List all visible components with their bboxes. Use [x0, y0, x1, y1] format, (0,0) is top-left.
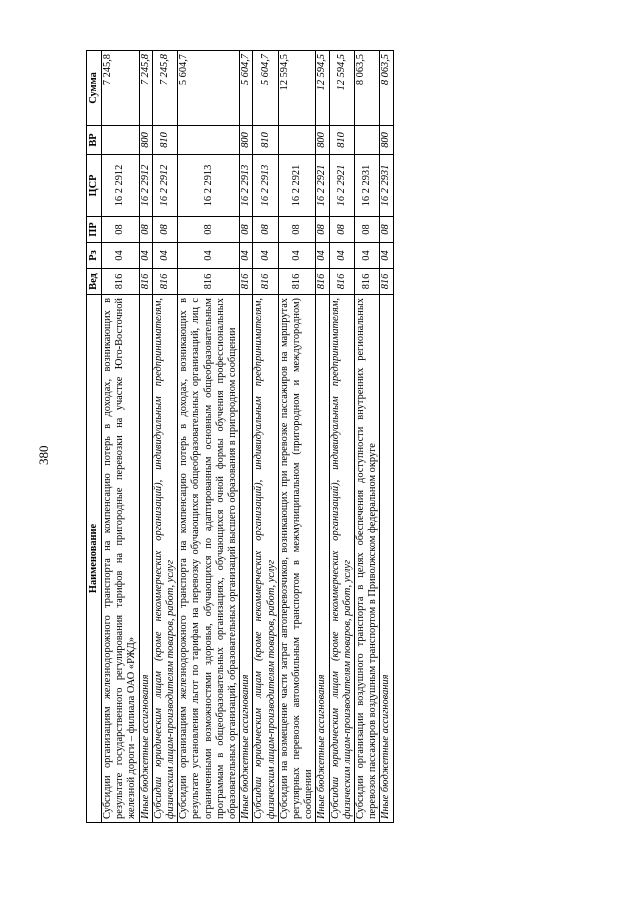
cell-name: Субсидии на возмещение части затрат автоперевозчиков, возникающих при перевозке пассажиров на маршрутах регулярных перевозок автомобильным транспортом в межмуниципальном (пригородном и междугородном) сообщении — [278, 295, 316, 823]
cell-name: Субсидии организациям железнодорожного транспорта на компенсацию потерь в доходах, возникающих в результате установления льгот по тарифам на перевозку обучающихся общеобразовательных организаций, лиц с ограниченными возможностями здоровья, обучающихся по адаптированным основным общеобразовательным программам в общеобразовательных организациях, обучающихся очной формы обучения профессиональных образовательных организаций, образовательных организаций высшего образования в пригородном сообщении — [178, 295, 240, 823]
cell-rz: 04 — [278, 243, 316, 269]
cell-pr: 08 — [380, 217, 393, 243]
cell-sum: 12 594,5 — [316, 51, 329, 126]
header-vr: ВР — [87, 126, 102, 155]
table-row — [139, 51, 152, 823]
cell-sum: 7 245,8 — [152, 51, 177, 126]
cell-name: Иные бюджетные ассигнования — [240, 295, 253, 823]
cell-pr: 08 — [253, 217, 278, 243]
table-row — [316, 51, 329, 823]
cell-ved: 816 — [329, 269, 354, 295]
cell-pr: 08 — [329, 217, 354, 243]
cell-rz: 04 — [102, 243, 140, 269]
cell-sum: 5 604,7 — [253, 51, 278, 126]
table-row — [240, 51, 253, 823]
cell-rz: 04 — [380, 243, 393, 269]
header-sum: Сумма — [87, 51, 102, 126]
cell-rz: 04 — [178, 243, 240, 269]
cell-pr: 08 — [240, 217, 253, 243]
cell-pr: 08 — [102, 217, 140, 243]
cell-csr: 16 2 2912 — [139, 155, 152, 217]
cell-csr: 16 2 2912 — [102, 155, 140, 217]
cell-rz: 04 — [329, 243, 354, 269]
cell-ved: 816 — [316, 269, 329, 295]
table-body — [102, 51, 394, 823]
cell-rz: 04 — [316, 243, 329, 269]
cell-rz: 04 — [253, 243, 278, 269]
cell-pr: 08 — [316, 217, 329, 243]
cell-name: Субсидии юридическим лицам (кроме некоммерческих организаций), индивидуальным предпринимателям, физическим лицам-производителям товаров, работ, услуг — [329, 295, 354, 823]
table-row — [380, 51, 393, 823]
table-row — [355, 51, 380, 823]
page-number: 380 — [36, 445, 51, 465]
table-row — [253, 51, 278, 823]
cell-sum: 12 594,5 — [329, 51, 354, 126]
cell-csr: 16 2 2913 — [178, 155, 240, 217]
cell-vr — [178, 126, 240, 155]
cell-sum: 12 594,5 — [278, 51, 316, 126]
cell-csr: 16 2 2921 — [329, 155, 354, 217]
cell-name: Иные бюджетные ассигнования — [316, 295, 329, 823]
table-header-row — [87, 51, 102, 823]
table-row — [152, 51, 177, 823]
cell-sum: 7 245,8 — [102, 51, 140, 126]
cell-pr: 08 — [139, 217, 152, 243]
cell-pr: 08 — [278, 217, 316, 243]
cell-ved: 816 — [355, 269, 380, 295]
cell-sum: 8 063,5 — [355, 51, 380, 126]
cell-csr: 16 2 2921 — [316, 155, 329, 217]
cell-vr: 800 — [380, 126, 393, 155]
cell-rz: 04 — [240, 243, 253, 269]
cell-ved: 816 — [152, 269, 177, 295]
cell-name: Субсидии юридическим лицам (кроме некоммерческих организаций), индивидуальным предпринимателям, физическим лицам-производителям товаров, работ, услуг — [253, 295, 278, 823]
cell-ved: 816 — [102, 269, 140, 295]
cell-rz: 04 — [152, 243, 177, 269]
cell-pr: 08 — [178, 217, 240, 243]
cell-csr: 16 2 2912 — [152, 155, 177, 217]
table-row — [329, 51, 354, 823]
cell-ved: 816 — [380, 269, 393, 295]
header-csr: ЦСР — [87, 155, 102, 217]
cell-rz: 04 — [139, 243, 152, 269]
cell-sum: 7 245,8 — [139, 51, 152, 126]
cell-name: Субсидии юридическим лицам (кроме некоммерческих организаций), индивидуальным предпринимателям, физическим лицам-производителям товаров, работ, услуг — [152, 295, 177, 823]
cell-vr: 800 — [139, 126, 152, 155]
cell-pr: 08 — [152, 217, 177, 243]
cell-vr — [278, 126, 316, 155]
cell-ved: 816 — [278, 269, 316, 295]
cell-vr: 800 — [316, 126, 329, 155]
cell-sum: 8 063,5 — [380, 51, 393, 126]
cell-ved: 816 — [178, 269, 240, 295]
cell-csr: 16 2 2913 — [240, 155, 253, 217]
cell-vr: 810 — [329, 126, 354, 155]
cell-sum: 5 604,7 — [178, 51, 240, 126]
cell-csr: 16 2 2921 — [278, 155, 316, 217]
header-rz: Рз — [87, 243, 102, 269]
cell-vr: 810 — [152, 126, 177, 155]
cell-ved: 816 — [240, 269, 253, 295]
cell-csr: 16 2 2913 — [253, 155, 278, 217]
cell-rz: 04 — [355, 243, 380, 269]
table-row — [278, 51, 316, 823]
cell-pr: 08 — [355, 217, 380, 243]
cell-name: Иные бюджетные ассигнования — [380, 295, 393, 823]
cell-name: Субсидии организации воздушного транспорта в целях обеспечения доступности внутренних региональных перевозок пассажиров воздушным транспортом в Приволжском федеральном округе — [355, 295, 380, 823]
cell-vr: 810 — [253, 126, 278, 155]
cell-ved: 816 — [253, 269, 278, 295]
cell-name: Иные бюджетные ассигнования — [139, 295, 152, 823]
cell-ved: 816 — [139, 269, 152, 295]
header-pr: ПР — [87, 217, 102, 243]
budget-table — [86, 50, 394, 823]
header-name: Наименование — [87, 295, 102, 823]
cell-vr — [102, 126, 140, 155]
table-row — [178, 51, 240, 823]
header-ved: Вед — [87, 269, 102, 295]
cell-sum: 5 604,7 — [240, 51, 253, 126]
cell-csr: 16 2 2931 — [380, 155, 393, 217]
cell-csr: 16 2 2931 — [355, 155, 380, 217]
cell-name: Субсидии организациям железнодорожного транспорта на компенсацию потерь в доходах, возникающих в результате государственного регулирования тарифов на пригородные перевозки на участке Юго-Восточной железной дороги – филиала ОАО «РЖД» — [102, 295, 140, 823]
cell-vr: 800 — [240, 126, 253, 155]
cell-vr — [355, 126, 380, 155]
table-row — [102, 51, 140, 823]
